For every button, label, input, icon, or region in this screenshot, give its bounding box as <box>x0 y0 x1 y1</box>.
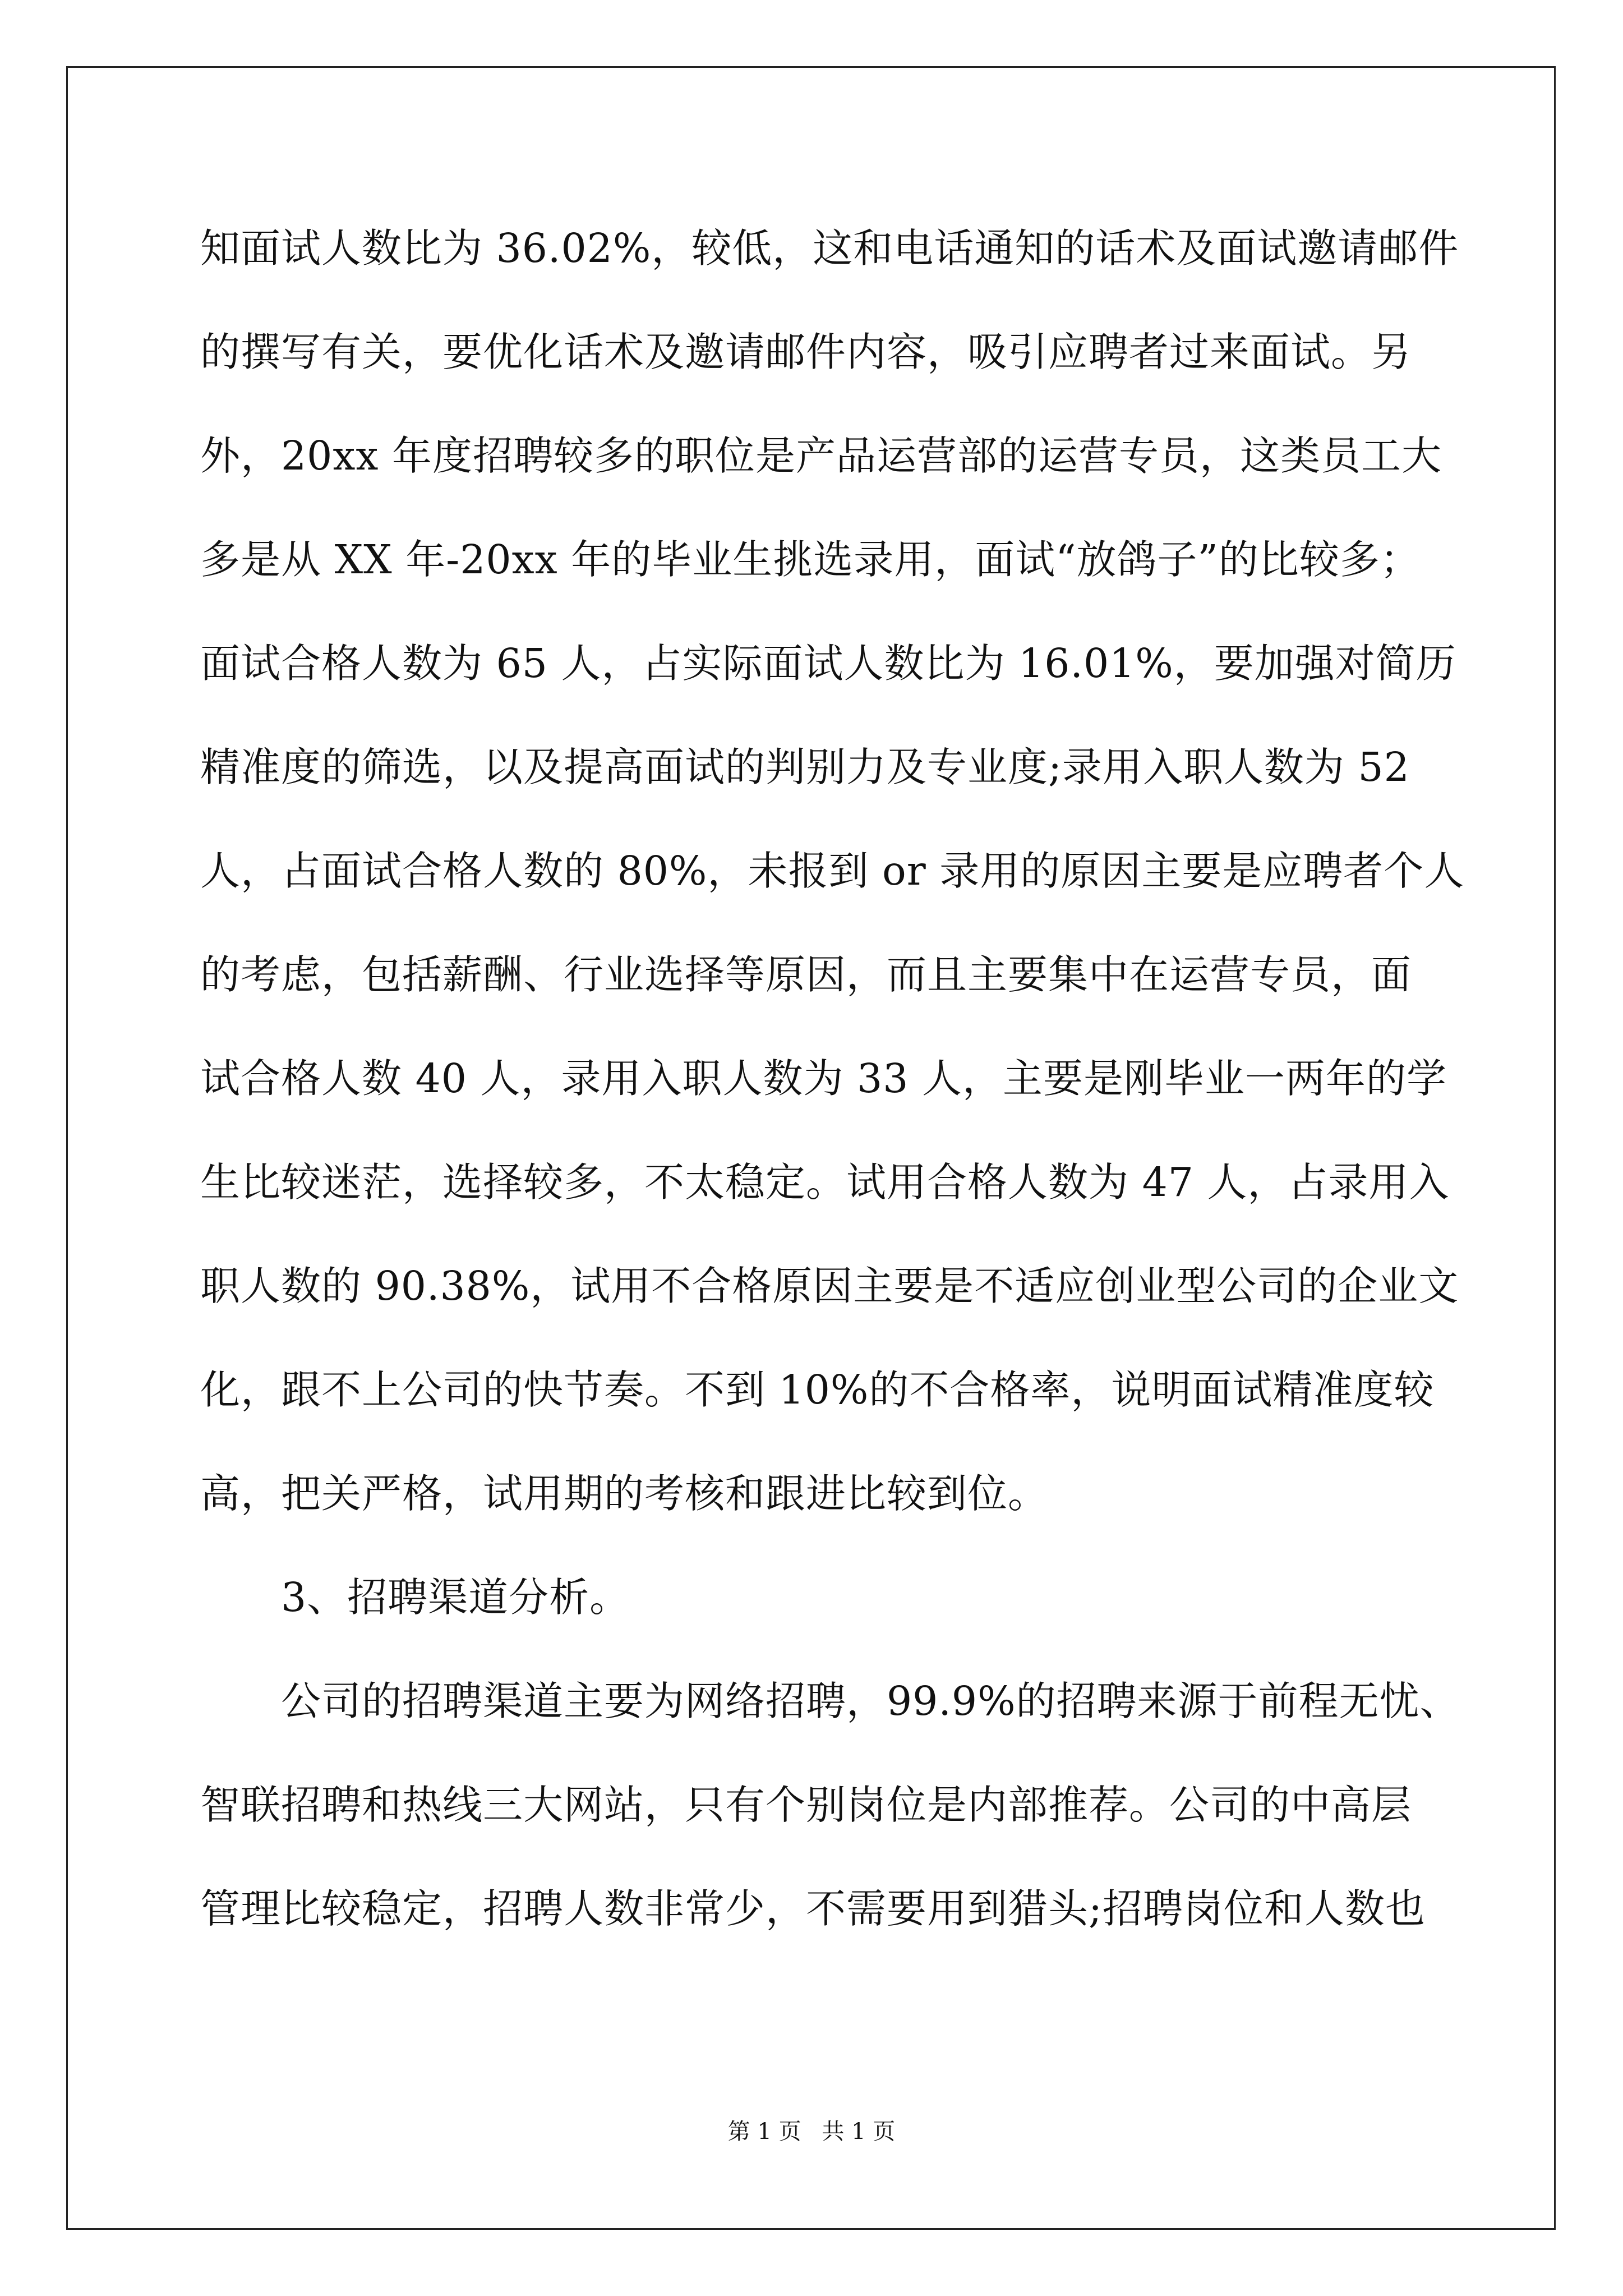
text-line: 外，20xx 年度招聘较多的职位是产品运营部的运营专员，这类员工大 <box>200 432 1442 479</box>
text-line: 公司的招聘渠道主要为网络招聘，99.9%的招聘来源于前程无忧、 <box>200 1678 1460 1724</box>
text-line: 职人数的 90.38%，试用不合格原因主要是不适应创业型公司的企业文 <box>200 1263 1459 1309</box>
page-number: 第 1 页 <box>727 2119 801 2145</box>
text-line: 知面试人数比为 36.02%，较低，这和电话通知的话术及面试邀请邮件 <box>200 225 1459 272</box>
text-line: 多是从 XX 年-20xx 年的毕业生挑选录用，面试“放鸽子”的比较多； <box>200 536 1421 583</box>
section-heading: 3、招聘渠道分析。 <box>200 1574 630 1621</box>
text-line: 精准度的筛选，以及提高面试的判别力及专业度;录用入职人数为 52 <box>200 744 1410 790</box>
text-line: 化，跟不上公司的快节奏。不到 10%的不合格率，说明面试精准度较 <box>200 1366 1435 1413</box>
text-line: 管理比较稳定，招聘人数非常少，不需要用到猎头;招聘岗位和人数也 <box>200 1885 1426 1932</box>
text-line: 人，占面试合格人数的 80%，未报到 or 录用的原因主要是应聘者个人 <box>200 848 1465 894</box>
page-total: 共 1 页 <box>822 2119 896 2145</box>
text-line: 生比较迷茫，选择较多，不太稳定。试用合格人数为 47 人，占录用入 <box>200 1159 1450 1205</box>
text-line: 智联招聘和热线三大网站，只有个别岗位是内部推荐。公司的中高层 <box>200 1782 1412 1828</box>
text-line: 高，把关严格，试用期的考核和跟进比较到位。 <box>200 1470 1049 1517</box>
text-line: 的撰写有关，要优化话术及邀请邮件内容，吸引应聘者过来面试。另 <box>200 329 1412 375</box>
page-footer <box>0 2118 1623 2146</box>
text-line: 面试合格人数为 65 人，占实际面试人数比为 16.01%，要加强对简历 <box>200 640 1456 687</box>
text-line: 的考虑，包括薪酬、行业选择等原因，而且主要集中在运营专员，面 <box>200 951 1412 998</box>
text-line: 试合格人数 40 人，录用入职人数为 33 人，主要是刚毕业一两年的学 <box>200 1055 1447 1102</box>
